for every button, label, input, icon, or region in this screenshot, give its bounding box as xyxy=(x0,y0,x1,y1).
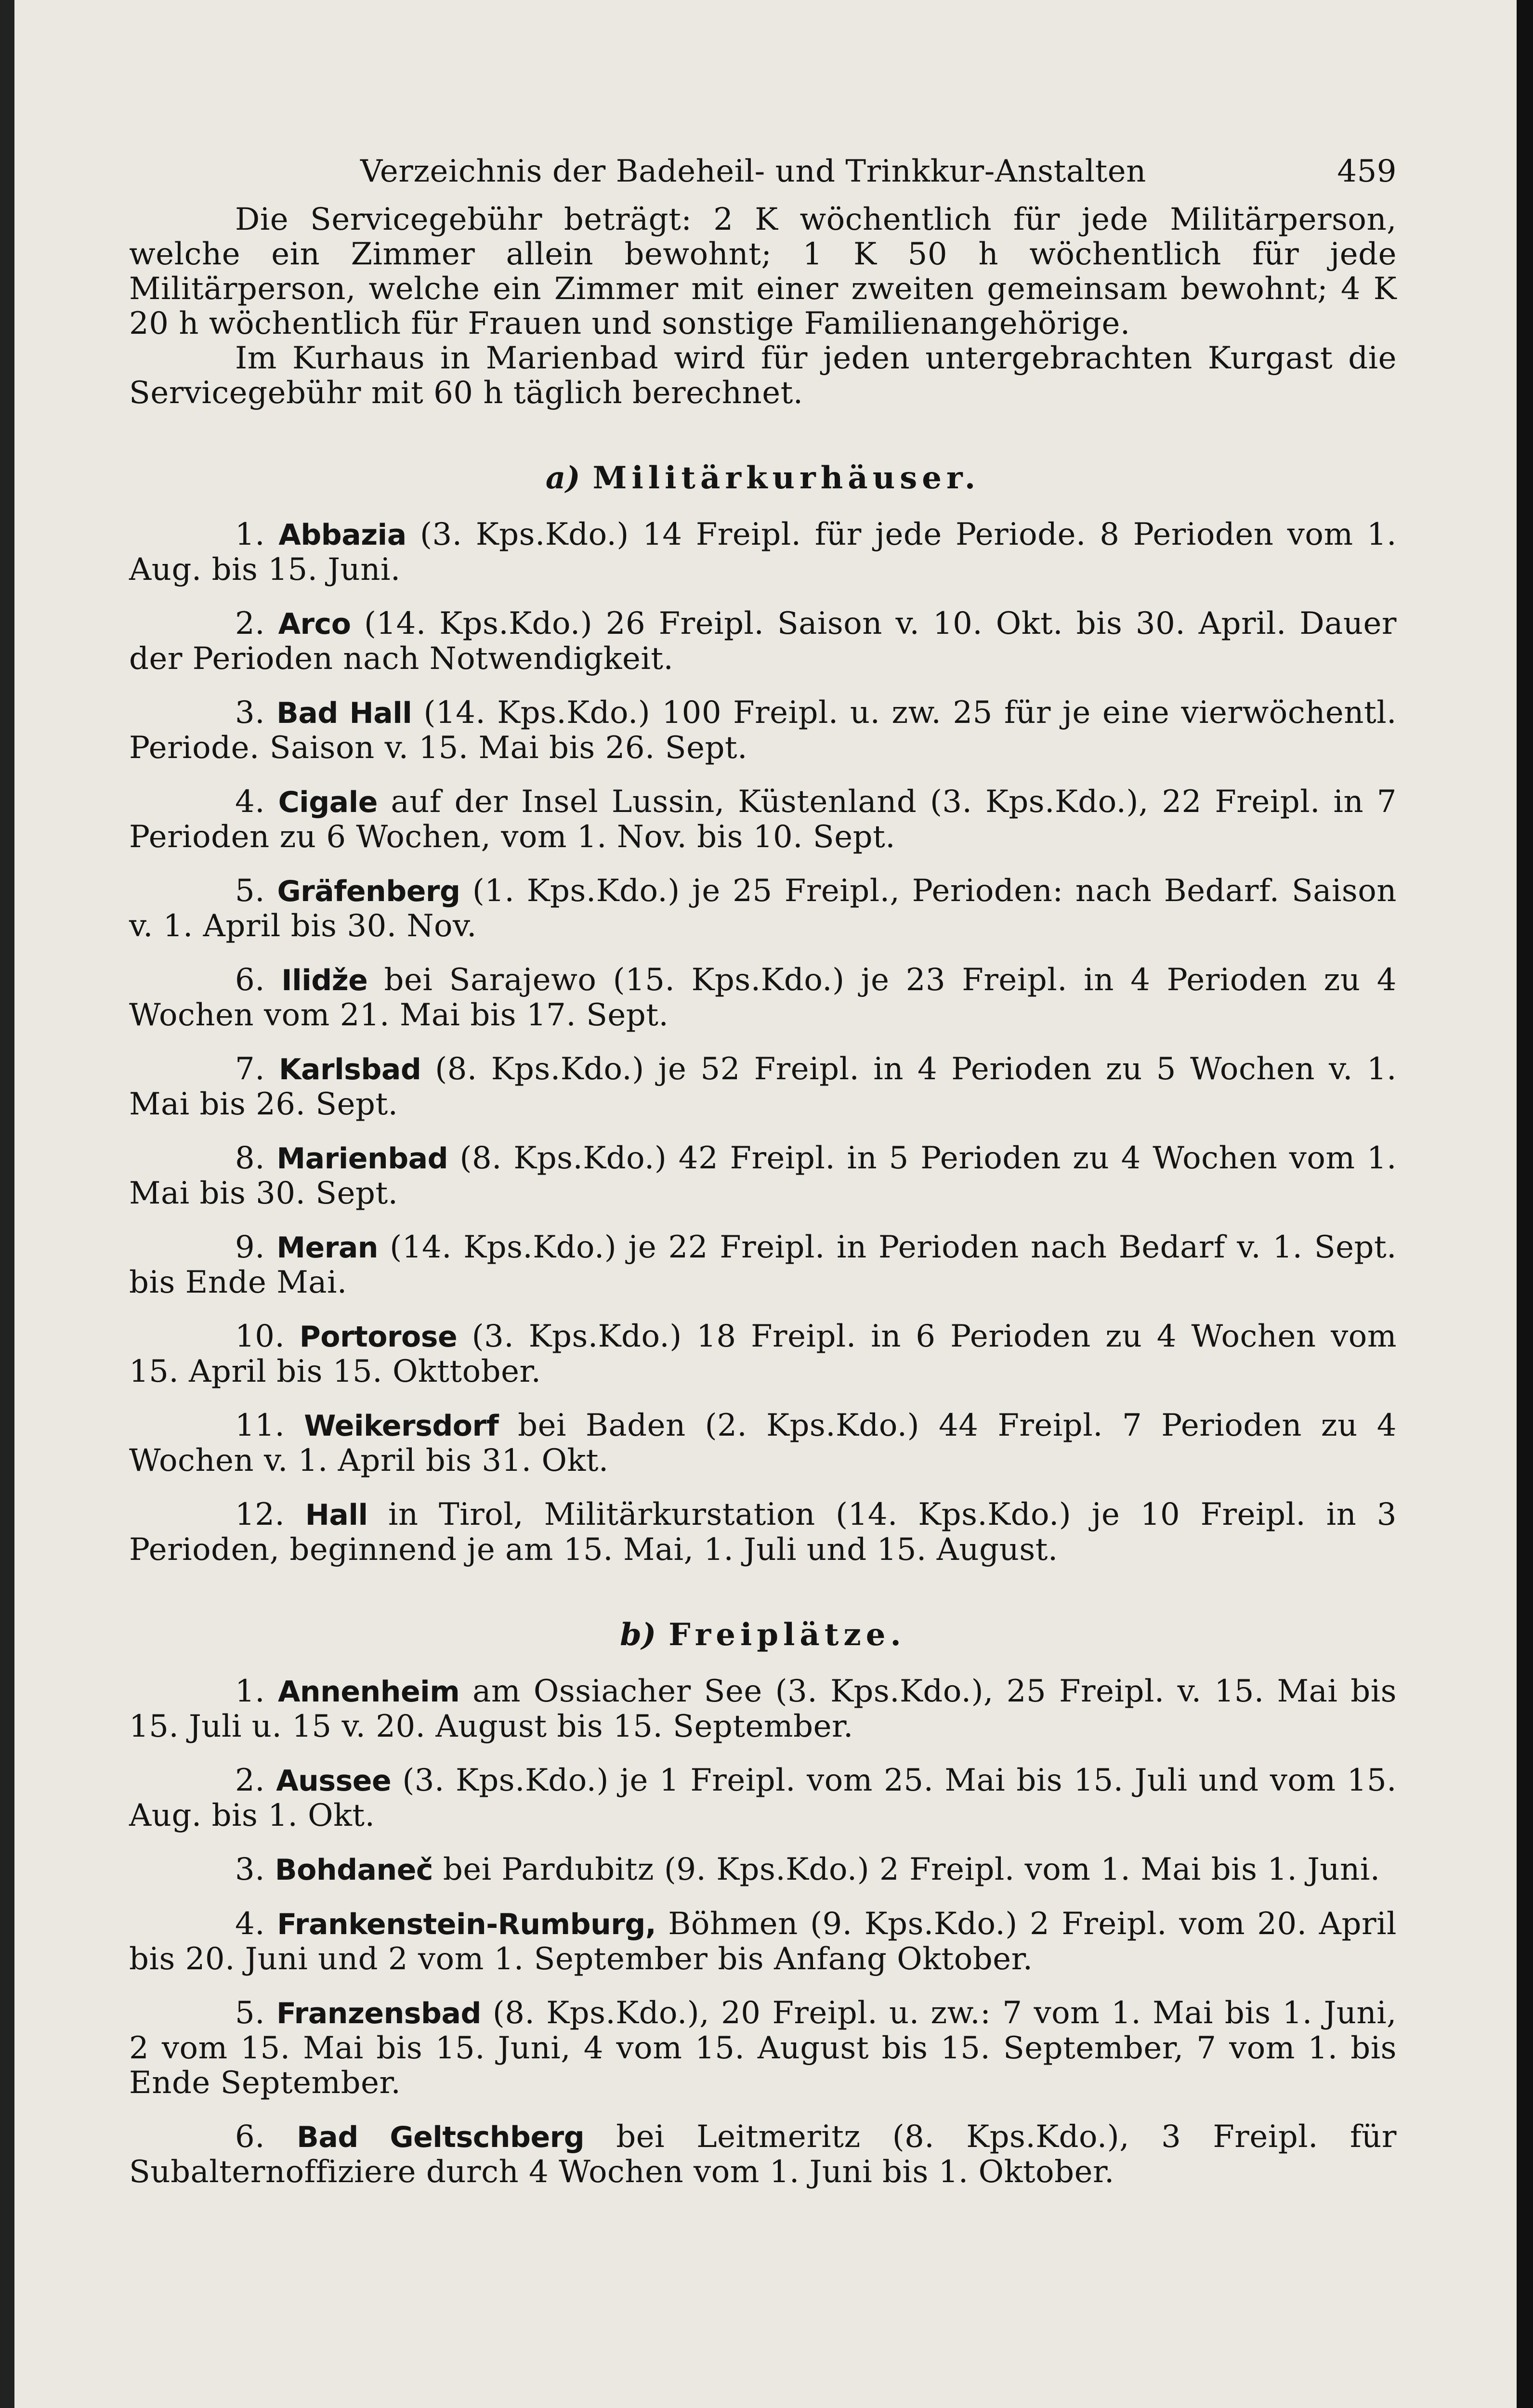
page-edge-left xyxy=(0,0,14,2408)
list-item xyxy=(129,874,1397,943)
entry-number: 1. xyxy=(235,517,265,552)
list-item xyxy=(129,1674,1397,1744)
entry-text: auf der Insel Lussin, Küstenland (3. Kps.Kdo.), 22 Freipl. in 7 Perioden zu 6 Wochen, vom 1. Nov. bis 10. Sept. xyxy=(129,784,1397,855)
entry-number: 10. xyxy=(235,1319,285,1354)
entry-place-name: Ilidže xyxy=(281,964,368,997)
entry-text: (1. Kps.Kdo.) je 25 Freipl., Perioden: nach Bedarf. Saison v. 1. April bis 30. Nov. xyxy=(129,873,1397,944)
entry-place-name: Bohdaneč xyxy=(275,1853,433,1887)
entry-place-name: Hall xyxy=(305,1498,368,1532)
list-item xyxy=(129,1319,1397,1389)
list-item xyxy=(129,1907,1397,1976)
entry-number: 3. xyxy=(235,695,265,731)
entry-place-name: Marienbad xyxy=(276,1142,448,1176)
page-content xyxy=(129,144,1397,2209)
section-heading-a xyxy=(129,461,1397,496)
section-heading-b xyxy=(129,1618,1397,1652)
page-number: 459 xyxy=(1337,154,1397,189)
entry-text: (3. Kps.Kdo.) 18 Freipl. in 6 Perioden zu 4 Wochen vom 15. April bis 15. Okttober. xyxy=(129,1319,1397,1389)
entry-text: Böhmen (9. Kps.Kdo.) 2 Freipl. vom 20. April bis 20. Juni und 2 vom 1. September bis Anfang Oktober. xyxy=(129,1906,1397,1977)
section-title: Militärkurhäuser. xyxy=(592,460,981,496)
section-b-list xyxy=(129,1674,1397,2189)
list-item xyxy=(129,606,1397,676)
entry-number: 2. xyxy=(235,1763,265,1798)
entry-place-name: Meran xyxy=(276,1231,379,1265)
entry-number: 7. xyxy=(235,1051,265,1087)
list-item xyxy=(129,1763,1397,1833)
entry-number: 6. xyxy=(235,2119,265,2155)
entry-place-name: Bad Hall xyxy=(276,696,412,730)
entry-number: 9. xyxy=(235,1230,265,1265)
entry-place-name: Abbazia xyxy=(278,518,406,552)
entry-number: 12. xyxy=(235,1497,285,1532)
list-item xyxy=(129,1230,1397,1300)
list-item xyxy=(129,695,1397,765)
entry-text: (8. Kps.Kdo.) 42 Freipl. in 5 Perioden zu 4 Wochen vom 1. Mai bis 30. Sept. xyxy=(129,1140,1397,1211)
entry-text: (3. Kps.Kdo.) je 1 Freipl. vom 25. Mai bis 15. Juli und vom 15. Aug. bis 1. Okt. xyxy=(129,1763,1397,1833)
list-item xyxy=(129,1141,1397,1211)
entry-number: 5. xyxy=(235,1995,265,2031)
list-item xyxy=(129,1052,1397,1122)
entry-place-name: Franzensbad xyxy=(276,1997,481,2030)
entry-text: bei Baden (2. Kps.Kdo.) 44 Freipl. 7 Perioden zu 4 Wochen v. 1. April bis 31. Okt. xyxy=(129,1408,1397,1479)
entry-place-name: Arco xyxy=(278,607,351,641)
list-item xyxy=(129,785,1397,854)
list-item xyxy=(129,517,1397,587)
list-item xyxy=(129,1497,1397,1567)
running-title: Verzeichnis der Badeheil- und Trinkkur-Anstalten xyxy=(360,154,1146,189)
page-header xyxy=(129,144,1397,193)
entry-text: (14. Kps.Kdo.) je 22 Freipl. in Perioden nach Bedarf v. 1. Sept. bis Ende Mai. xyxy=(129,1230,1397,1300)
entry-text: bei Pardubitz (9. Kps.Kdo.) 2 Freipl. vom 1. Mai bis 1. Juni. xyxy=(433,1852,1380,1887)
entry-place-name: Aussee xyxy=(276,1764,392,1798)
entry-number: 3. xyxy=(235,1852,265,1887)
section-letter: b) xyxy=(620,1617,656,1653)
entry-number: 8. xyxy=(235,1140,265,1176)
entry-place-name: Weikersdorf xyxy=(304,1409,499,1443)
entry-place-name: Gräfenberg xyxy=(277,875,460,908)
entry-number: 5. xyxy=(235,873,265,909)
list-item xyxy=(129,2120,1397,2189)
entry-number: 2. xyxy=(235,606,265,641)
entry-text: (8. Kps.Kdo.), 20 Freipl. u. zw.: 7 vom 1. Mai bis 1. Juni, 2 vom 15. Mai bis 15. Juni, 4 vom 15. August bis 15. September, 7 vom 1. bis Ende September. xyxy=(129,1995,1397,2101)
entry-number: 1. xyxy=(235,1674,265,1709)
entry-place-name: Portorose xyxy=(299,1320,458,1354)
intro-text xyxy=(129,202,1397,410)
entry-text: (14. Kps.Kdo.) 100 Freipl. u. zw. 25 für je eine vierwöchentl. Periode. Saison v. 15. Mai bis 26. Sept. xyxy=(129,695,1397,766)
page-edge-right xyxy=(1517,0,1533,2408)
entry-place-name: Annenheim xyxy=(277,1675,460,1709)
entry-text: in Tirol, Militärkurstation (14. Kps.Kdo.) je 10 Freipl. in 3 Perioden, beginnend je am 15. Mai, 1. Juli und 15. August. xyxy=(129,1497,1397,1568)
entry-number: 6. xyxy=(235,962,265,998)
intro-paragraph: Die Servicegebühr beträgt: 2 K wöchentlich für jede Militärperson, welche ein Zimmer allein bewohnt; 1 K 50 h wöchentlich für jede Militärperson, welche ein Zimmer mit einer zweiten gemeinsam bewohnt; 4 K 20 h wöchentlich für Frauen und sonstige Familienangehörige. xyxy=(129,202,1397,341)
entry-text: (8. Kps.Kdo.) je 52 Freipl. in 4 Perioden zu 5 Wochen v. 1. Mai bis 26. Sept. xyxy=(129,1051,1397,1122)
entry-place-name: Bad Geltschberg xyxy=(297,2120,585,2154)
entry-text: (3. Kps.Kdo.) 14 Freipl. für jede Periode. 8 Perioden vom 1. Aug. bis 15. Juni. xyxy=(129,517,1397,588)
entry-text: (14. Kps.Kdo.) 26 Freipl. Saison v. 10. Okt. bis 30. April. Dauer der Perioden nach Notwendigkeit. xyxy=(129,606,1397,677)
entry-text: bei Leitmeritz (8. Kps.Kdo.), 3 Freipl. für Subalternoffiziere durch 4 Wochen vom 1. Juni bis 1. Oktober. xyxy=(129,2119,1397,2190)
section-title: Freiplätze. xyxy=(668,1617,906,1653)
entry-text: am Ossiacher See (3. Kps.Kdo.), 25 Freipl. v. 15. Mai bis 15. Juli u. 15 v. 20. August bis 15. September. xyxy=(129,1674,1397,1744)
entry-place-name: Karlsbad xyxy=(279,1053,421,1086)
list-item xyxy=(129,1996,1397,2100)
entry-number: 11. xyxy=(235,1408,285,1443)
section-letter: a) xyxy=(545,460,580,496)
entry-text: bei Sarajewo (15. Kps.Kdo.) je 23 Freipl. in 4 Perioden zu 4 Wochen vom 21. Mai bis 17. Sept. xyxy=(129,962,1397,1033)
intro-paragraph: Im Kurhaus in Marienbad wird für jeden untergebrachten Kurgast die Servicegebühr mit 60 h täglich berechnet. xyxy=(129,340,1397,411)
section-a-list xyxy=(129,517,1397,1567)
list-item xyxy=(129,1852,1397,1887)
entry-number: 4. xyxy=(235,784,265,820)
list-item xyxy=(129,963,1397,1033)
entry-number: 4. xyxy=(235,1906,265,1942)
entry-place-name: Frankenstein-Rumburg, xyxy=(277,1908,656,1941)
entry-place-name: Cigale xyxy=(278,785,378,819)
list-item xyxy=(129,1408,1397,1478)
